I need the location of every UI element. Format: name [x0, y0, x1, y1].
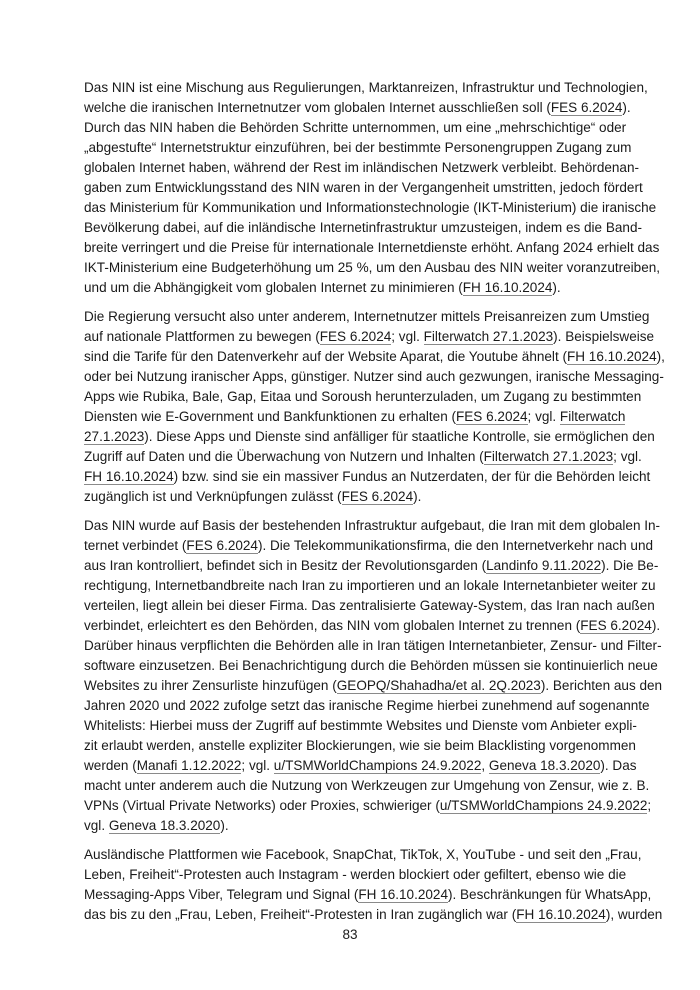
text-run: IKT-Ministerium eine Budgeterhöhung um 25 %, um den Ausbau des NIN weiter voranzutreiben,: [84, 260, 661, 275]
text-run: breite verringert und die Preise für internationale Internetdienste erhöht. Anfang 2024 erhielt das: [84, 240, 660, 255]
text-run: ). Beispielsweise: [553, 329, 655, 344]
paragraph: [84, 516, 663, 836]
text-run: ). Die Telekommunikationsfirma, die den Internetverkehr nach und: [257, 538, 654, 553]
page-number: 83: [342, 927, 358, 942]
citation-link[interactable]: Filterwatch 27.1.2023: [483, 449, 614, 464]
text-run: ),: [656, 349, 665, 364]
citation-link[interactable]: GEOPQ/Shahadha/et al. 2Q.2023: [336, 678, 541, 693]
text-run: zugänglich ist und Verknüpfungen zulässt (: [84, 489, 342, 504]
text-line: [84, 138, 632, 158]
text-line: [84, 118, 627, 138]
text-run: Die Regierung versucht also unter anderem, Internetnutzer mittels Preisanreizen zum Umstieg: [84, 309, 650, 324]
citation-link[interactable]: Filterwatch 27.1.2023: [423, 329, 554, 344]
text-line: [84, 487, 617, 507]
text-line: [84, 387, 642, 407]
text-line: [84, 218, 643, 238]
text-run: ).: [622, 100, 631, 115]
text-line: [84, 596, 655, 616]
text-line: [84, 198, 657, 218]
citation-link[interactable]: Manafi 1.12.2022: [136, 758, 242, 773]
text-run: Das NIN ist eine Mischung aus Regulierungen, Marktanreizen, Infrastruktur und Technologien,: [84, 80, 648, 95]
text-run: ;: [647, 798, 652, 813]
text-line: [84, 756, 637, 776]
text-line: [84, 367, 664, 387]
text-line: [84, 238, 660, 258]
text-run: und um die Abhängigkeit vom globalen Internet zu minimieren (: [84, 280, 463, 295]
text-line: [84, 905, 663, 925]
text-line: [84, 447, 642, 467]
citation-link[interactable]: u/TSMWorldChampions 24.9.2022: [439, 798, 648, 813]
text-run: ). Berichten aus den: [540, 678, 663, 693]
text-line: [84, 516, 661, 536]
text-run: globalen Internet haben, während der Rest im inländischen Netzwerk verbleibt. Behördenan-: [84, 160, 639, 175]
paragraph: [84, 845, 663, 925]
text-line: [84, 885, 652, 905]
citation-link[interactable]: Filterwatch: [559, 409, 626, 424]
text-line: [84, 407, 626, 427]
text-line: [84, 536, 654, 556]
text-run: aus Iran kontrolliert, befindet sich in Besitz der Revolutionsgarden (: [84, 558, 487, 573]
text-line: [84, 796, 652, 816]
text-run: ). Das: [600, 758, 637, 773]
text-line: [84, 865, 627, 885]
text-run: oder bei Nutzung iranischer Apps, günstiger. Nutzer sind auch gezwungen, iranische Messaging-: [84, 369, 664, 384]
text-run: Das NIN wurde auf Basis der bestehenden Infrastruktur aufgebaut, die Iran mit dem globalen In-: [84, 518, 661, 533]
citation-link[interactable]: FES 6.2024: [550, 100, 623, 115]
text-line: [84, 178, 643, 198]
text-line: [84, 716, 637, 736]
text-run: verteilen, liegt allein bei dieser Firma. Das zentralisierte Gateway-System, das Iran nach außen: [84, 598, 655, 613]
citation-link[interactable]: FES 6.2024: [456, 409, 528, 424]
text-run: das bis zu den „Frau, Leben, Freiheit“-Protesten in Iran zugänglich war (: [84, 907, 517, 922]
text-run: Apps wie Rubika, Bale, Gap, Eitaa und Soroush herunterzuladen, um Zugang zu bestimmten: [84, 389, 642, 404]
text-run: Zugriff auf Daten und die Überwachung von Nutzern und Inhalten (: [84, 449, 484, 464]
text-run: ,: [481, 758, 489, 773]
text-run: Whitelists: Hierbei muss der Zugriff auf bestimmte Websites und Dienste vom Anbieter expli-: [84, 718, 637, 733]
text-run: Diensten wie E-Government und Bankfunktionen zu erhalten (: [84, 409, 456, 424]
text-line: [84, 576, 656, 596]
text-run: werden (: [84, 758, 137, 773]
text-line: [84, 258, 661, 278]
citation-link[interactable]: FES 6.2024: [186, 538, 258, 553]
text-run: ). Die Be-: [601, 558, 659, 573]
text-line: [84, 307, 650, 327]
text-run: VPNs (Virtual Private Networks) oder Proxies, schwieriger (: [84, 798, 440, 813]
text-line: [84, 467, 651, 487]
text-line: [84, 776, 650, 796]
citation-link[interactable]: FH 16.10.2024: [84, 469, 174, 484]
text-run: ). Beschränkungen für WhatsApp,: [447, 887, 652, 902]
text-line: [84, 636, 662, 656]
text-line: [84, 347, 665, 367]
text-run: gaben zum Entwicklungsstand des NIN waren in der Vergangenheit umstritten, jedoch fördert: [84, 180, 643, 195]
text-line: [84, 78, 648, 98]
citation-link[interactable]: Geneva 18.3.2020: [488, 758, 601, 773]
text-run: Messaging-Apps Viber, Telegram und Signal (: [84, 887, 359, 902]
citation-link[interactable]: Geneva 18.3.2020: [108, 818, 221, 833]
text-run: „abgestufte“ Internetstruktur einzuführen, bei der bestimmte Personengruppen Zugang zum: [84, 140, 632, 155]
text-line: [84, 158, 639, 178]
document-body: [84, 78, 665, 934]
citation-link[interactable]: FES 6.2024: [580, 618, 652, 633]
citation-link[interactable]: FES 6.2024: [341, 489, 414, 504]
text-run: ternet verbindet (: [84, 538, 187, 553]
text-run: auf nationale Plattformen zu bewegen (: [84, 329, 320, 344]
text-run: Ausländische Plattformen wie Facebook, SnapChat, TikTok, X, YouTube - und seit den „Frau,: [84, 847, 642, 862]
text-run: ).: [552, 280, 561, 295]
text-line: [84, 556, 659, 576]
text-line: [84, 845, 642, 865]
text-run: ; vgl.: [613, 449, 642, 464]
text-run: das Ministerium für Kommunikation und Informationstechnologie (IKT-Ministerium) die iranische: [84, 200, 657, 215]
text-line: [84, 736, 636, 756]
citation-link[interactable]: u/TSMWorldChampions 24.9.2022: [273, 758, 482, 773]
text-run: Durch das NIN haben die Behörden Schritte unternommen, um eine „mehrschichtige“ oder: [84, 120, 627, 135]
text-run: macht unter anderem auch die Nutzung von Werkzeugen zur Umgehung von Zensur, wie z. B.: [84, 778, 650, 793]
text-run: ; vgl.: [527, 409, 560, 424]
text-run: sind die Tarife für den Datenverkehr auf der Website Aparat, die Youtube ähnelt (: [84, 349, 567, 364]
citation-link[interactable]: Landinfo 9.11.2022: [486, 558, 602, 573]
citation-link[interactable]: FH 16.10.2024: [516, 907, 606, 922]
text-run: welche die iranischen Internetnutzer vom globalen Internet ausschließen soll (: [84, 100, 551, 115]
text-run: ). Diese Apps und Dienste sind anfälliger für staatliche Kontrolle, sie ermöglichen den: [144, 429, 655, 444]
citation-link[interactable]: FH 16.10.2024: [566, 349, 657, 364]
citation-link[interactable]: FH 16.10.2024: [462, 280, 553, 295]
citation-link[interactable]: FH 16.10.2024: [358, 887, 448, 902]
text-line: [84, 816, 617, 836]
text-line: [84, 327, 655, 347]
text-run: ) bzw. sind sie ein massiver Fundus an Nutzerdaten, der für die Behörden leicht: [173, 469, 651, 484]
citation-link[interactable]: 27.1.2023: [84, 429, 145, 444]
text-line: [84, 427, 655, 447]
text-run: ; vgl.: [241, 758, 274, 773]
text-line: [84, 676, 663, 696]
text-run: software einzusetzen. Bei Benachrichtigung durch die Behörden müssen sie kontinuierlich neue: [84, 658, 658, 673]
text-run: ).: [413, 489, 422, 504]
text-run: Leben, Freiheit“-Protesten auch Instagram - werden blockiert oder gefiltert, ebenso wie die: [84, 867, 627, 882]
text-run: ).: [651, 618, 661, 633]
text-run: zit erlaubt werden, anstelle expliziter Blockierungen, wie sie beim Blacklisting vorgenommen: [84, 738, 636, 753]
text-run: Darüber hinaus verpflichten die Behörden alle in Iran tätigen Internetanbieter, Zensur- und Filter-: [84, 638, 662, 653]
paragraph: [84, 307, 665, 507]
text-run: Websites zu ihrer Zensurliste hinzufügen (: [84, 678, 337, 693]
text-run: vgl.: [84, 818, 109, 833]
text-run: ), wurden: [605, 907, 663, 922]
text-line: [84, 98, 631, 118]
text-run: rechtigung, Internetbandbreite nach Iran zu importieren und an lokale Internetanbieter weiter zu: [84, 578, 656, 593]
text-run: ; vgl.: [391, 329, 424, 344]
text-run: ).: [220, 818, 229, 833]
text-run: Jahren 2020 und 2022 zufolge setzt das iranische Regime hierbei zunehmend auf sogenannte: [84, 698, 650, 713]
paragraph: [84, 78, 661, 298]
text-line: [84, 278, 617, 298]
text-run: Bevölkerung dabei, auf die inländische Internetinfrastruktur umzusteigen, indem es die Band-: [84, 220, 643, 235]
citation-link[interactable]: FES 6.2024: [319, 329, 392, 344]
text-line: [84, 616, 661, 636]
text-line: [84, 656, 658, 676]
text-line: [84, 696, 650, 716]
text-run: verbindet, erleichtert es den Behörden, das NIN vom globalen Internet zu trennen (: [84, 618, 581, 633]
